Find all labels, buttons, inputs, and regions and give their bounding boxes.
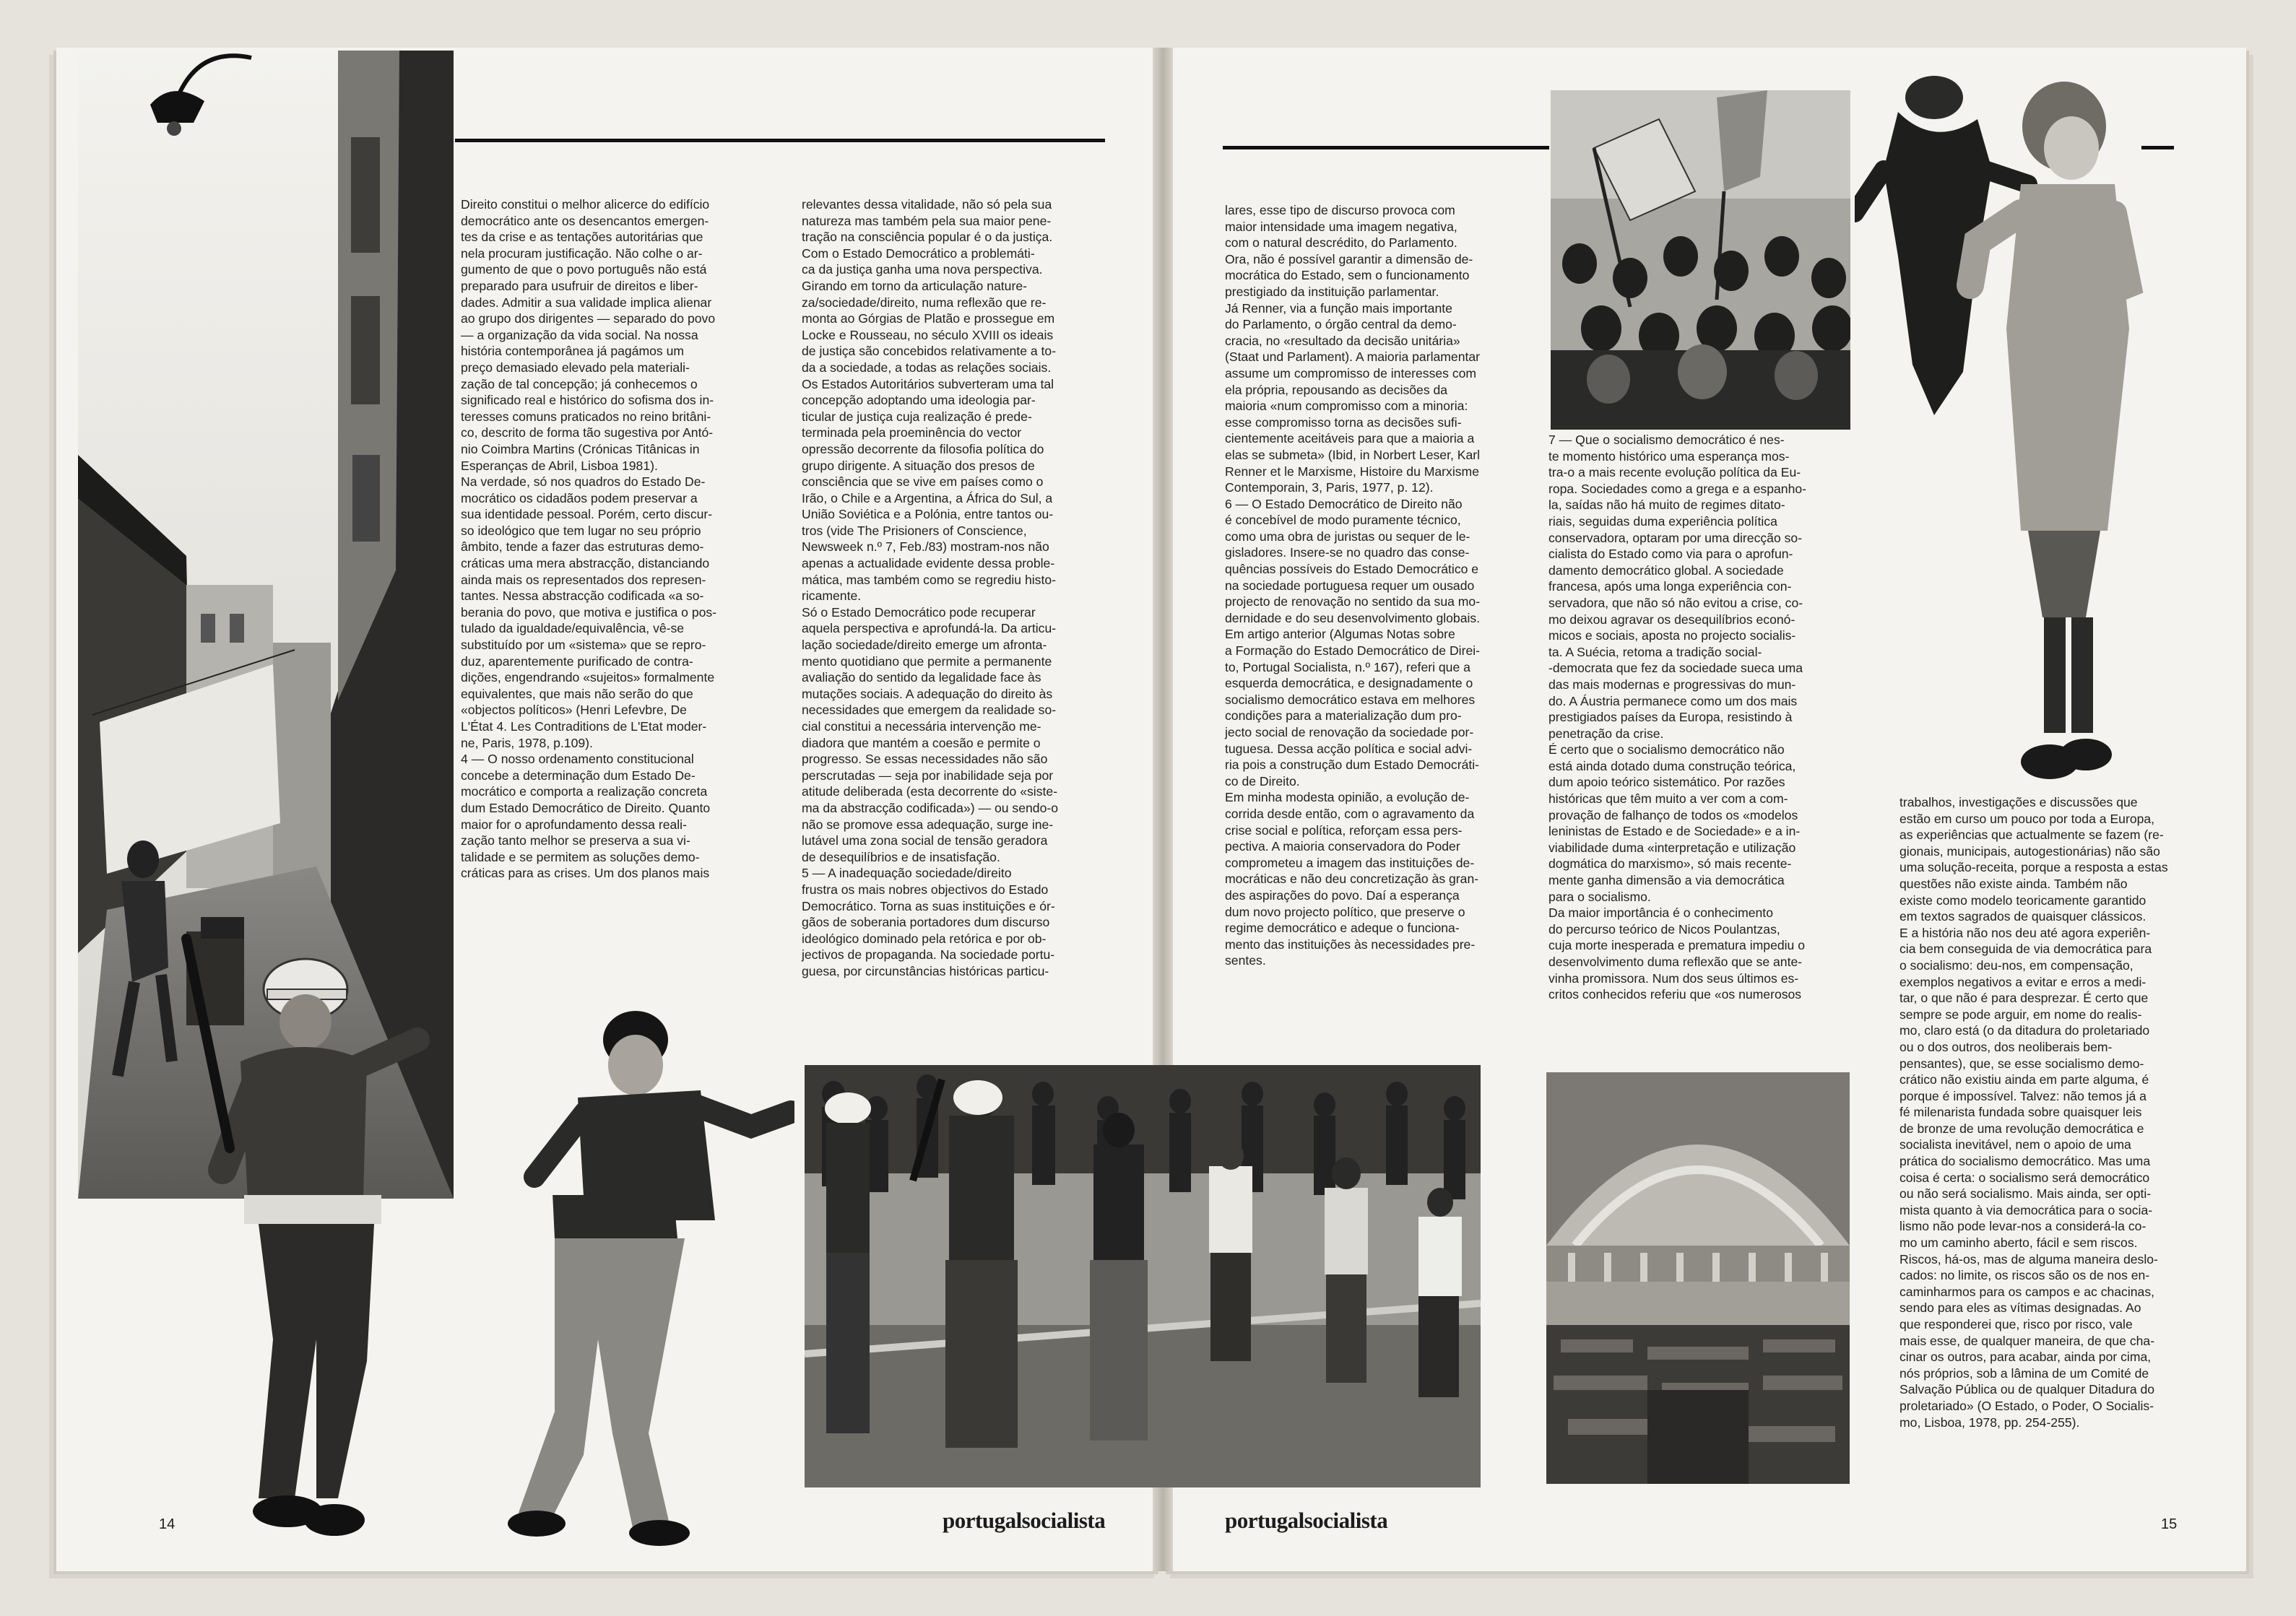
text-column-2: relevantes dessa vitalidade, não só pela sua natureza mas também pela sua maior pene- tração na consciência popular é o da justiça. Com o Estado Democrático a problemáti- ca da justiça ganha uma nova perspectiva. Girando em torno da articulação nature- za/sociedade/direito, numa reflexão que re- monta ao Górgias de Platão e prossegue em Locke e Rousseau, no século XVIII os ideais de justiça são concebidos relativamente a to- da a sociedade, a todas as relações sociais. Os Estados Autoritários subverteram uma tal concepção adoptando uma ideologia par- ticular de justiça cuja realização é prede- terminada pela proeminência do vector opressão decorrente da filosofia política do grupo dirigente. A situação dos presos de consciência que se vive em países como o Irão, o Chile e a Argentina, a África do Sul, a União Soviética e a Polónia, entre tantos ou- tros (vide The Prisioners of Conscience, Newsweek n.º 7, Feb./83) mostram-nos não apenas a actualidade evidente dessa proble- mática, mas também como se regrediu histo- ricamente. Só o Estado Democrático pode recuperar aquela perspectiva e aprofundá-la. Da articu- lação sociedade/direito emerge um afronta- mento quotidiano que permite a permanente avaliação do sentido da legalidade face às mutações sociais. A adequação do direito às necessidades que emergem da realidade so- cial constitui a necessária intervenção me- diadora que mantém a coesão e permite o progresso. Se essas necessidades não são perscrutadas — seja por inabilidade seja por atitude deliberada (esta decorrente do «siste- ma da abstracção codificada») — ou sendo-o não se promove essa adequação, surge ine- lutável uma zona social de tensão geradora de desequilíbrios e de insatisfação. 5 — A inadequação sociedade/direito frustra os mais nobres objectivos do Estado Democrático. Torna as suas instituições e ór- gãos de soberania portadores dum discurso ideológico dominado pela retórica e por ob- jectivos de propaganda. Na sociedade portu- guesa, por circunstâncias históricas particu- [802,197,1059,978]
street-scene-photo [78,51,454,1199]
right-header-rule-2 [2141,146,2174,149]
text-column-4: 7 — Que o socialismo democrático é nes- te momento histórico uma esperança mos- tra-o a mais recente evolução política da Eu- ropa. Sociedades como a grega e a espanho- la, saídas não há muito de regimes ditato- riais, seguidas duma experiência política conservadora, optaram por uma direcção so- cialista do Estado como via para o aprofun- damento democrático global. A sociedade francesa, após uma longa experiência con- servadora, que não só não evitou a crise, co- mo deixou agravar os desequilíbrios econó- micos e sociais, aposta no projecto socialis- ta. A Suécia, retoma a tradição social- -democrata que fez da sociedade sueca uma das mais modernas e progressivas do mun- do. A Áustria permanece como um dos mais prestigiados países da Europa, resistindo à penetração da crise. É certo que o socialismo democrático não está ainda dotado duma construção teórica, dum apoio teórico sistemático. Por razões históricas que têm muito a ver com a com- provação de falhanço de todos os «modelos leninistas de Estado e de Sociedade» e a in- viabilidade duma «interpretação e utilização dogmática do marxismo», só mais recente- mente ganha dimensão a via democrática para o socialismo. Da maior importância é o conhecimento do percurso teórico de Nicos Poulantzas, cuja morte inesperada e prematura impediu o desenvolvimento duma reflexão que se ante- vinha promissora. Num dos seus últimos es- critos conhecidos referiu que «os numerosos [1548,433,1807,1002]
riot-police-photo [805,1065,1481,1487]
brand-logo-right: portugalsocialista [1225,1508,1388,1533]
protester-photo [506,1004,794,1220]
parliament-chamber-photo [1546,1072,1850,1484]
street-scene-figures [78,1195,800,1556]
text-column-3: lares, esse tipo de discurso provoca com maior intensidade uma imagem negativa, com o natural descrédito, do Parlamento. Ora, não é possível garantir a dimensão de- mocrática do Estado, sem o funcionamento prestigiado da instituição parlamentar. Já Renner, via a função mais importante do Parlamento, o órgão central da demo- cracia, no «resultado da decisão unitária» (Staat und Parlament). A maioria parlamentar assume um compromisso de interesses com ela própria, repousando as decisões da maioria «num compromisso com a minoria: esse compromisso torna as decisões sufi- cientemente aceitáveis para que a maioria a elas se submeta» (Ibid, in Norbert Leser, Karl Renner et le Marxisme, Histoire du Marxisme Contemporain, 3, Paris, 1977, p. 12). 6 — O Estado Democrático de Direito não é concebível de modo puramente técnico, como uma obra de juristas ou sequer de le- gisladores. Insere-se no quadro das conse- quências possíveis do Estado Democrático e na sociedade portuguesa requer um ousado projecto de renovação no sentido da sua mo- dernidade e do seu desenvolvimento globais. Em artigo anterior (Algumas Notas sobre a Formação do Estado Democrático de Direi- to, Portugal Socialista, n.º 167), referi que a esquerda democrática, e designadamente o socialismo democrático estava em melhores condições para a materialização dum pro- jecto social de renovação da sociedade por- tuguesa. Dessa acção política e social advi- ria pois a construção dum Estado Democráti- co de Direito. Em minha modesta opinião, a evolução de- corrida desde então, com o agravamento da crise social e política, reforçam essa pers- pectiva. A maioria conservadora do Poder comprometeu a imagem das instituições de- mocráticas e não deu concretização às gran- des aspirações do povo. Daí a esperança dum novo projecto político, que preserve o regime democrático e adeque o funciona- mento das instituições às necessidades pre- sentes. [1225,203,1481,968]
crowd-with-flags-photo [1551,90,1850,430]
page-number-right: 15 [2161,1516,2178,1532]
text-column-5: trabalhos, investigações e discussões que estão em curso um pouco por toda a Europa, as experiências que actualmente se fazem (re- gionais, municipais, autogestionárias) não são uma solução-receita, porque a resposta a estas questões não existe ainda. Também não existe como modelo teoricamente garantido em textos sagrados de quaisquer clássicos. E a história não nos deu até agora experiên- cia bem conseguida de via democrática para o socialismo: deu-nos, em compensação, exemplos negativos a evitar e erros a medi- tar, o que não é para desprezar. É certo que sempre se pode arguir, em nome do realis- mo, claro está (o da ditadura do proletariado ou o dos outros, dos neoliberais bem- pensantes), que, se esse socialismo demo- crático não existiu ainda em parte alguma, é porque é impossível. Talvez: não temos já a fé milenarista fundada sobre quaisquer leis de bronze de uma revolução democrática e socialista inevitável, nem o apoio de uma prática do socialismo democrático. Mas uma coisa é certa: o socialismo será democrático ou não será socialismo. Mais ainda, ser opti- mista quanto à via democrática para o socia- lismo não pode levar-nos a considerá-la co- mo um caminho aberto, fácil e sem riscos. Riscos, há-os, mas de alguma maneira deslo- cados: no limite, os riscos são os de nos en- caminharmos para os campos e ac chacinas, sendo para eles as vítimas designadas. Ao que responderei que, risco por risco, vale mais esse, de qualquer maneira, de que cha- cinar os outros, para acabar, ainda por cima, nós próprios, sob a lâmina de um Comité de Salvação Pública ou de qualquer Ditadura do proletariado» (O Estado, o Poder, O Socialis- mo, Lisboa, 1978, pp. 254-255). [1899,795,2168,1430]
right-header-rule [1223,146,1549,149]
woman-holding-figure-photo [1855,69,2144,798]
left-header-rule [455,139,1105,142]
brand-logo-left: portugalsocialista [943,1508,1106,1533]
text-column-1: Direito constitui o melhor alicerce do edifício democrático ante os desencantos emergen- tes da crise e as tentações autoritárias que nela procuram justificação. Não colhe o ar- gumento de que o povo português não está preparado para usufruir de direitos e liber- dades. Admitir a sua validade implica alienar ao grupo dos dirigentes — separado do povo — a organização da vida social. Na nossa história contemporânea já pagámos um preço demasiado elevado pela materiali- zação de tal concepção; já conhecemos o significado real e histórico do sofisma dos in- teresses comuns praticados no reino britâni- co, descrito de forma tão sugestiva por Antó- nio Coimbra Martins (Crónicas Titânicas in Esperanças de Abril, Lisboa 1981). Na verdade, só nos quadros do Estado De- mocrático os cidadãos podem preservar a sua identidade pessoal. Porém, certo discur- so ideológico que tem lugar no seu próprio âmbito, tende a fazer das estruturas demo- cráticas uma mera abstracção, distanciando ainda mais os representados dos represen- tantes. Nessa abstracção codificada «a so- berania do povo, que motiva e justifica o pos- tulado da igualdade/equivalência, vê-se substituído por um «sistema» que se repro- duz, aparentemente purificado de contra- dições, engendrando «sujeitos» formalmente equivalentes, que mais não serão do que «objectos políticos» (Henri Lefevbre, De L'État 4. Les Contraditions de L'Etat moder- ne, Paris, 1978, p.109). 4 — O nosso ordenamento constitucional concebe a determinação dum Estado De- mocrático e comporta a realização concreta dum Estado Democrático de Direito. Quanto maior for o aprofundamento dessa reali- zação tanto melhor se preserva a sua vi- talidade e se permitem as soluções demo- cráticas para as crises. Um dos planos mais [461,197,717,881]
page-number-left: 14 [159,1516,176,1532]
